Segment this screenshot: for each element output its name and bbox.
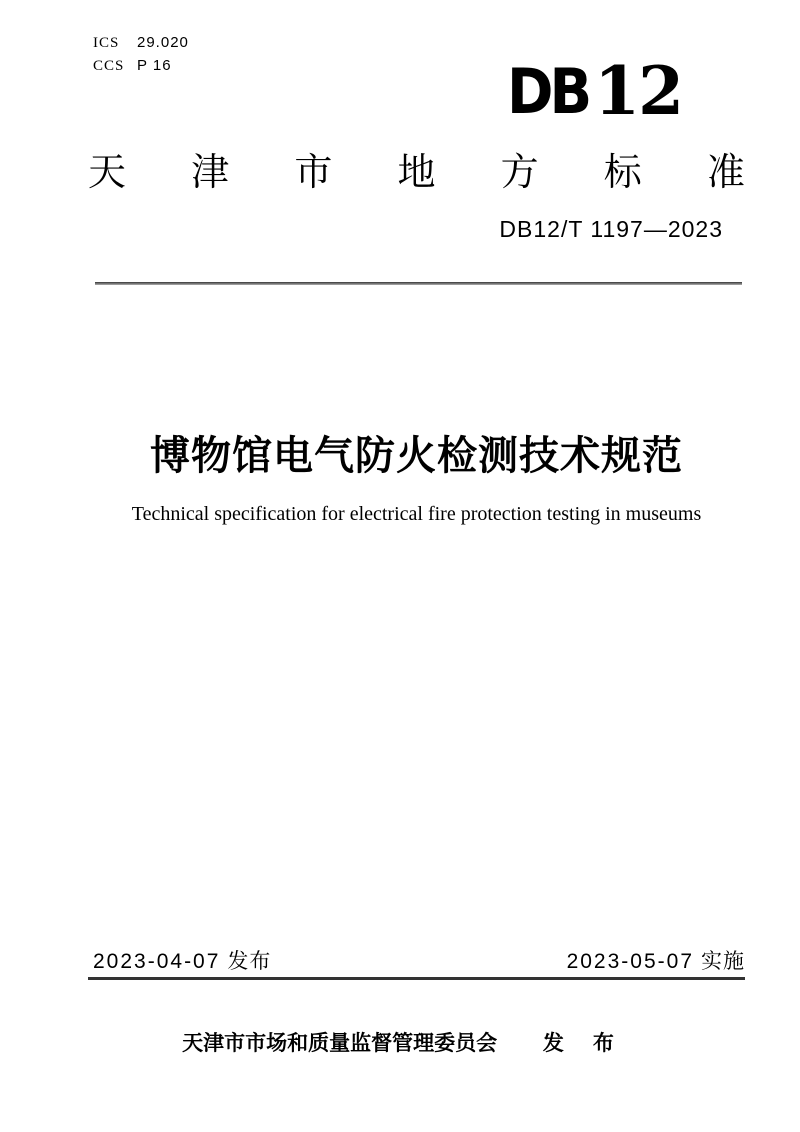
standard-type-justified xyxy=(88,150,745,196)
ics-code xyxy=(93,34,189,57)
implementation-date-label: 实施 xyxy=(701,950,745,973)
publisher-name: 天津市市场和质量监督管理委员会 xyxy=(182,1032,498,1055)
db12-logo-number: 12 xyxy=(594,52,682,130)
classification-codes xyxy=(93,34,189,80)
date-row xyxy=(93,948,745,976)
ccs-code xyxy=(93,57,189,80)
document-title-english: Technical specification for electrical fire protection testing in museums xyxy=(131,503,702,525)
issue-date xyxy=(93,948,271,976)
document-title-chinese: 博物馆电气防火检测技术规范 xyxy=(150,434,683,478)
standard-number: DB12/T 1197—2023 xyxy=(499,216,723,242)
standard-type-char: 津 xyxy=(191,152,230,194)
standard-type-char: 准 xyxy=(706,152,745,194)
standard-type-char: 天 xyxy=(88,152,127,194)
issue-date-label: 发布 xyxy=(227,950,272,973)
ccs-label: CCS xyxy=(93,58,125,74)
top-divider xyxy=(95,282,742,285)
standard-type-char: 标 xyxy=(603,152,642,194)
implementation-date xyxy=(567,948,745,976)
ccs-value: P 16 xyxy=(137,57,172,74)
standard-type-char: 市 xyxy=(294,152,333,194)
db12-logo xyxy=(506,52,682,130)
publisher-line xyxy=(0,1030,800,1058)
implementation-date-value: 2023-05-07 xyxy=(566,950,694,973)
publisher-action: 发 布 xyxy=(542,1032,618,1055)
db12-logo-db: DB xyxy=(506,55,589,129)
ics-label: ICS xyxy=(93,35,120,51)
ics-value: 29.020 xyxy=(137,34,189,51)
issue-date-value: 2023-04-07 xyxy=(93,950,221,973)
standard-type-char: 方 xyxy=(500,152,539,194)
bottom-divider xyxy=(88,977,745,980)
standard-type-char: 地 xyxy=(397,152,436,194)
